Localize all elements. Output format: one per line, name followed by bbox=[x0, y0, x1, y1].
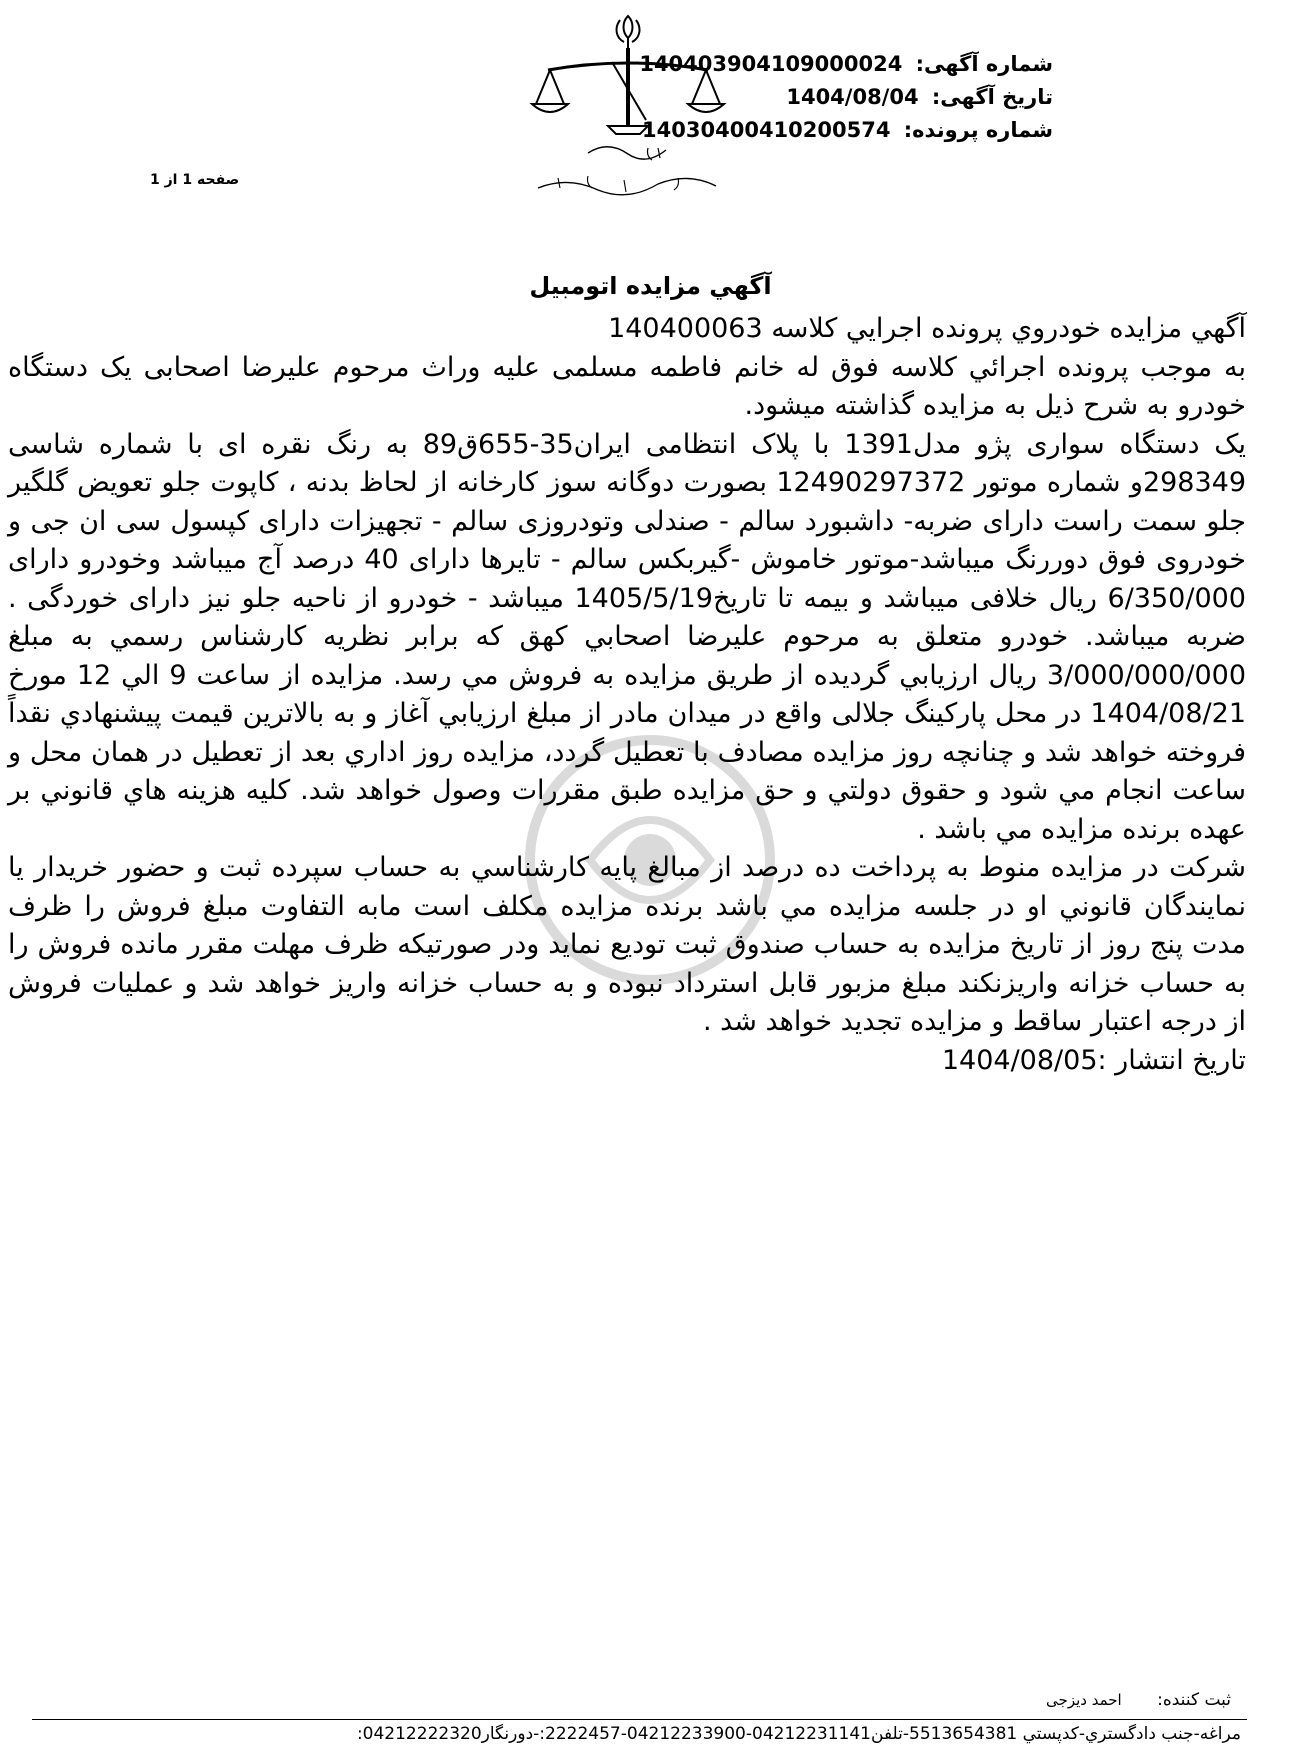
registrar-line bbox=[1046, 1690, 1231, 1710]
notice-number: 140403904109000024 bbox=[639, 52, 903, 76]
case-number-label: شماره پرونده: bbox=[903, 118, 1053, 142]
notice-number-label: شماره آگهی: bbox=[915, 52, 1053, 76]
document-title: آگهي مزايده اتومبيل bbox=[529, 272, 772, 300]
page-indicator: صفحه 1 از 1 bbox=[150, 172, 240, 188]
footer-divider bbox=[32, 1719, 1247, 1720]
body-paragraph-intro: به موجب پرونده اجرائي کلاسه فوق له خانم فاطمه مسلمی علیه وراث مرحوم علیرضا اصحابی یک دستگاه خودرو به شرح ذیل به مزایده گذاشته میشود. bbox=[8, 351, 1246, 421]
body-paragraph-vehicle-details: یک دستگاه سواری پژو مدل1391 با پلاک انتظامی ایران35-655ق89 به رنگ نقره ای با شماره شاسی 298349و شماره موتور 12490297372 بصورت دوگانه سوز کارخانه از لحاظ بدنه ، کاپوت جلو تعویض گلگیر جلو سمت راست دارای ضربه- داشبورد سالم - صندلی وتودروزی سالم - تجهیزات دارای کپسول سی ان جی و خودروی فوق دوررنگ میباشد-موتور خاموش -گیربکس سالم - تایرها دارای 40 درصد آج میباشد وخودرو دارای 6/350/000 ریال خلافی میباشد و بیمه تا تاریخ1405/5/19 میباشد - خودرو از ناحیه جلو نیز دارای خوردگی . ضربه میباشد. خودرو متعلق به مرحوم علیرضا اصحابي کهق که برابر نظريه کارشناس رسمي به مبلغ 3/000/000/000 ريال ارزيابي گرديده از طريق مزايده به فروش مي رسد. مزايده از ساعت 9 الي 12 مورخ 1404/08/21 در محل پارکینگ جلالی واقع در میدان مادر از مبلغ ارزيابي آغاز و به بالاترين قيمت پيشنهادي نقداً فروخته خواهد شد و چنانچه روز مزايده مصادف با تعطيل گردد، مزايده روز اداري بعد از تعطيل در همان محل و ساعت انجام مي شود و حقوق دولتي و حق مزايده طبق مقررات وصول خواهد شد. کليه هزينه هاي قانوني بر عهده برنده مزايده مي باشد . bbox=[8, 428, 1247, 845]
body-paragraph-conditions: شرکت در مزايده منوط به پرداخت ده درصد از مبالغ پايه کارشناسي به حساب سپرده ثبت و حضور خريدار يا نمايندگان قانوني او در جلسه مزايده مي باشد برنده مزايده مکلف است مابه التفاوت مبلغ فروش را ظرف مدت پنج روز از تاريخ مزايده به حساب صندوق ثبت توديع نمايد ودر صورتيکه ظرف مهلت مقرر مانده فروش را به حساب خزانه واريزنکند مبلغ مزبور قابل استرداد نبوده و به حساب خزانه واريز خواهد شد و عمليات فروش از درجه اعتبار ساقط و مزايده تجديد خواهد شد . bbox=[8, 852, 1246, 1037]
registrar-name: احمد دیزجی bbox=[1046, 1691, 1122, 1709]
publish-date-line bbox=[8, 1042, 1246, 1081]
case-number: 14030400410200574 bbox=[642, 118, 891, 142]
body-paragraph-case-line: آگهي مزايده خودروي پرونده اجرايي کلاسه 140400063 bbox=[608, 313, 1246, 344]
publish-date-label: تاریخ انتشار : bbox=[1097, 1044, 1246, 1076]
office-address: مراغه-جنب دادگستري-کدپستي 5513654381-تلفن04212231141-04212233900-2222457:-دورنگار04212222320: bbox=[356, 1724, 1241, 1744]
notice-date-label: تاریخ آگهی: bbox=[931, 85, 1053, 109]
notice-body bbox=[8, 310, 1246, 1080]
judiciary-emblem-icon bbox=[528, 8, 728, 223]
notice-date: 1404/08/04 bbox=[786, 85, 919, 109]
registrar-label: ثبت کننده: bbox=[1157, 1690, 1231, 1710]
publish-date: 1404/08/05 bbox=[941, 1044, 1098, 1076]
